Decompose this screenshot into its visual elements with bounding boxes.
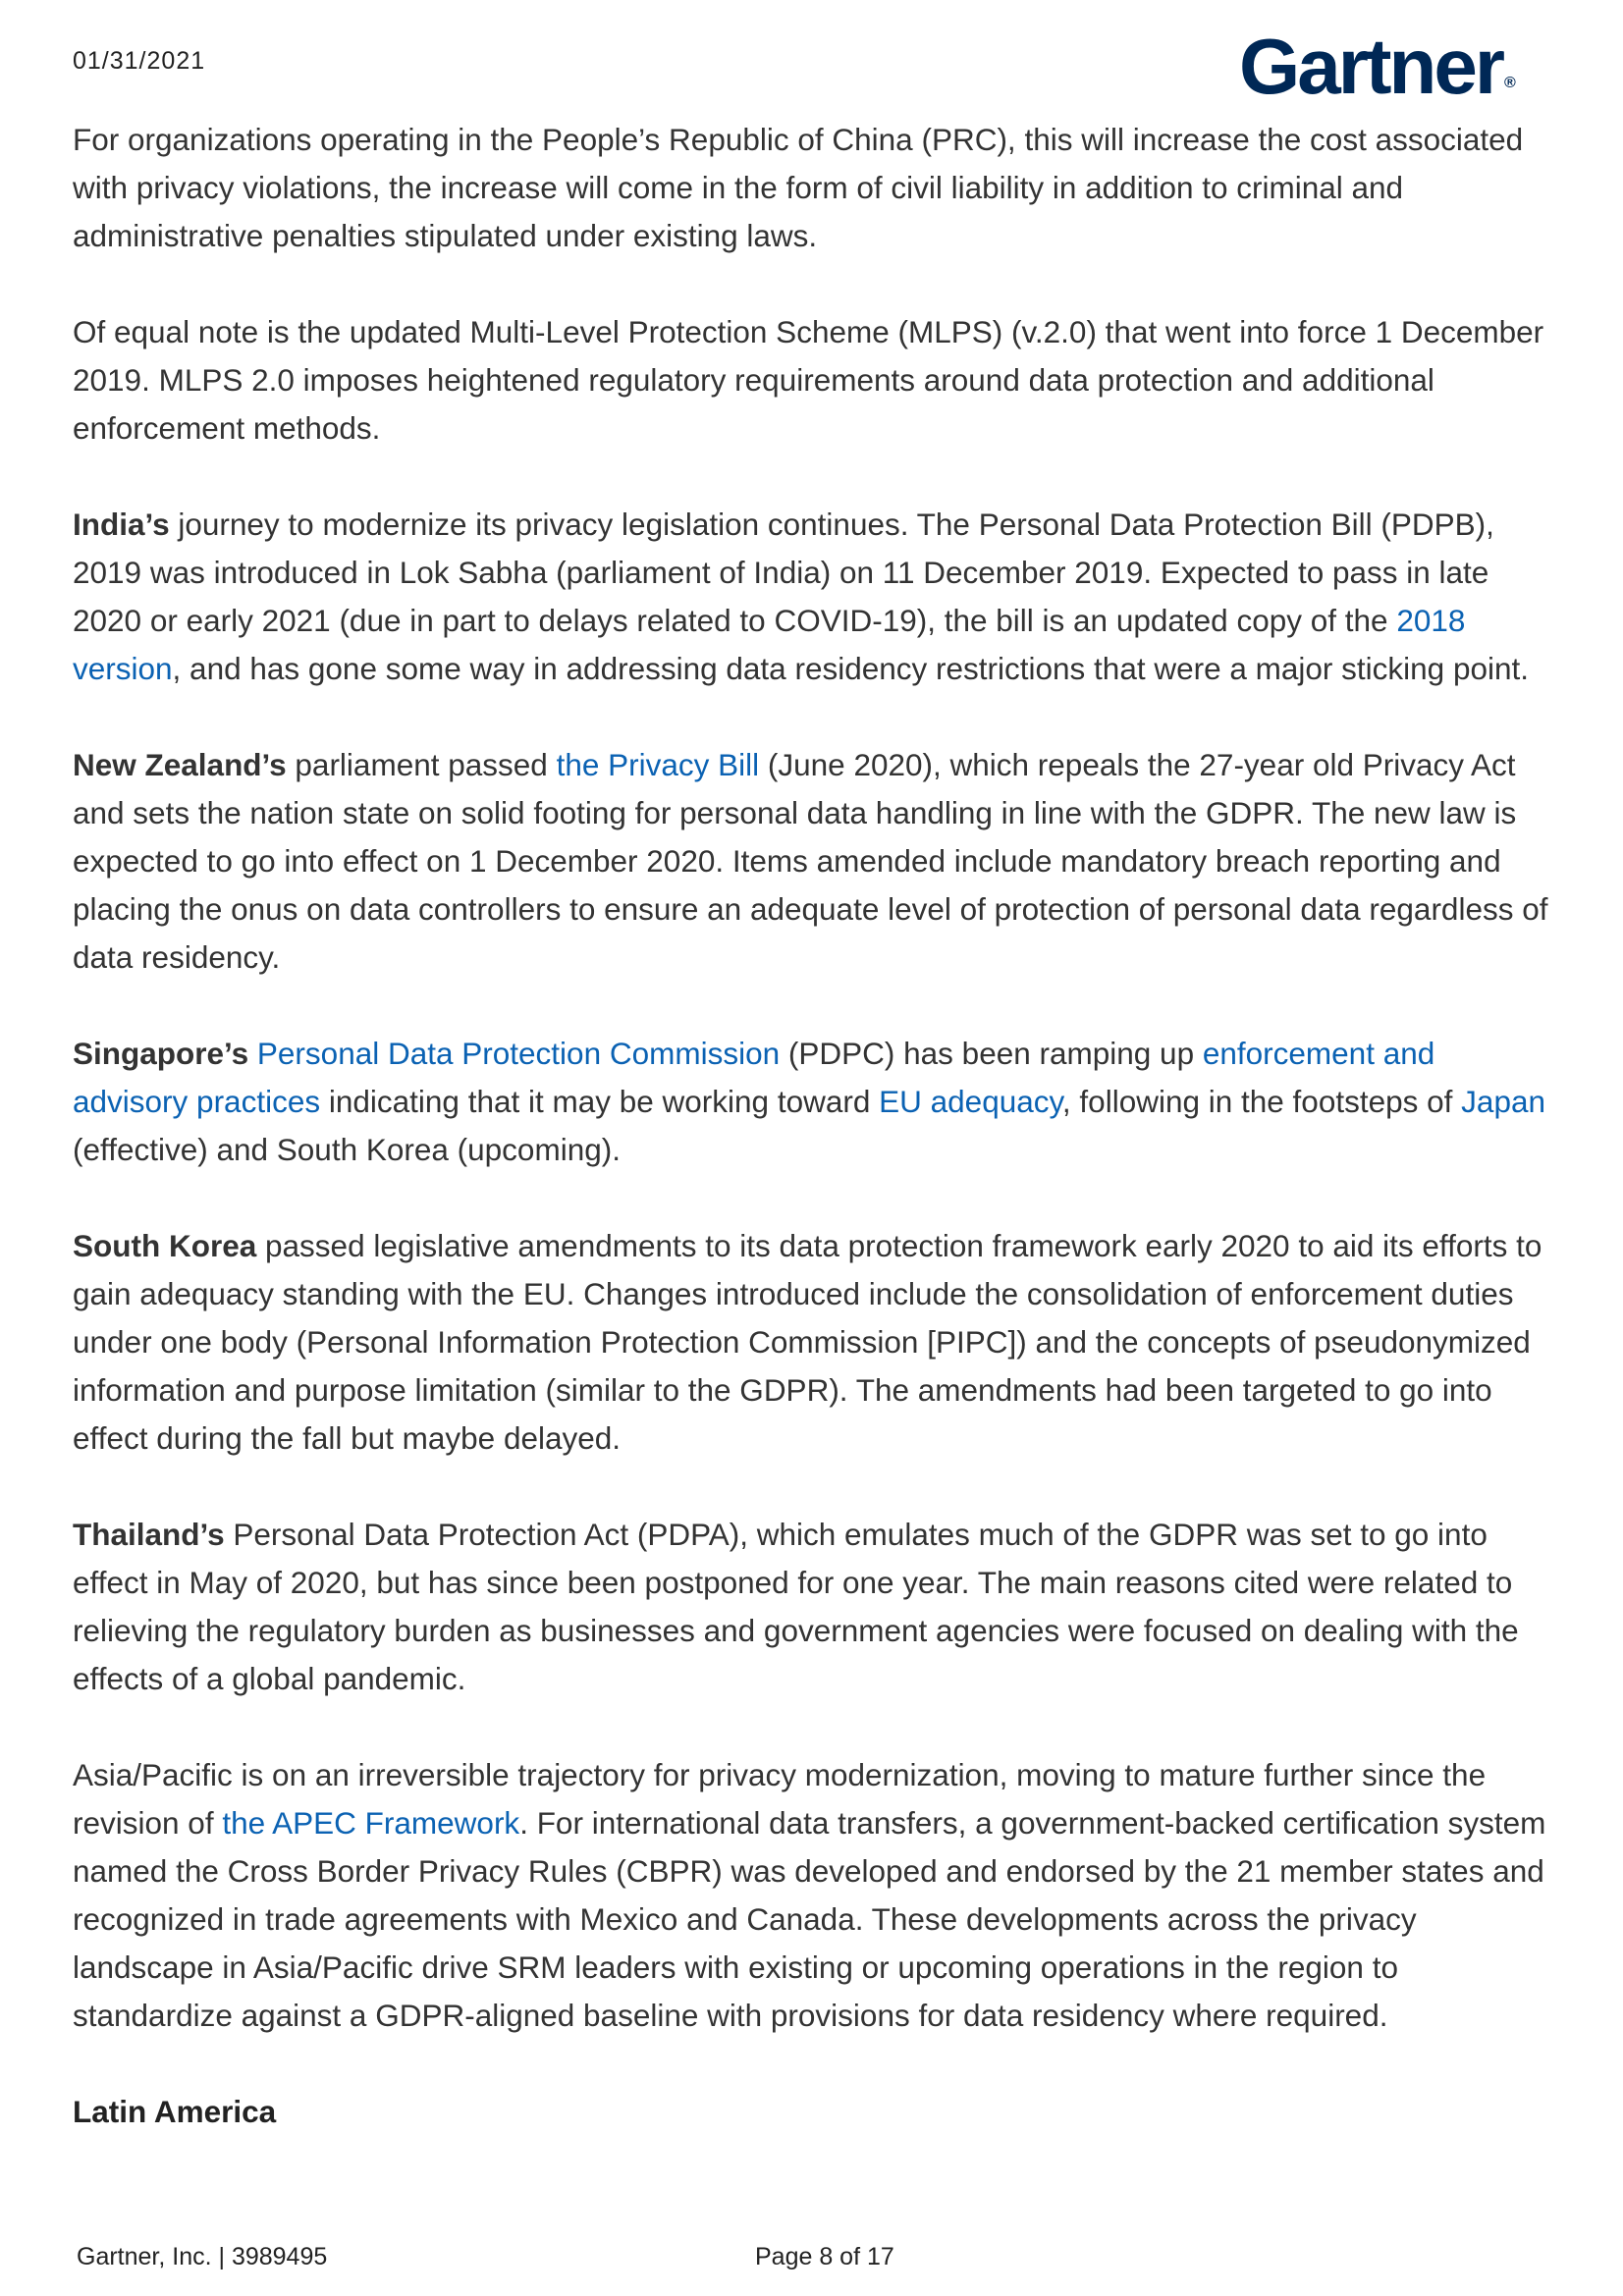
link-japan[interactable]: Japan — [1461, 1084, 1545, 1119]
section-heading-latin-america: Latin America — [73, 2094, 277, 2129]
nz-text-1: parliament passed — [286, 747, 557, 782]
india-text-2: , and has gone some way in addressing data residency restrictions that were a major sticking point. — [172, 651, 1530, 686]
link-eu-adequacy[interactable]: EU adequacy — [879, 1084, 1062, 1119]
link-2018-version[interactable]: 2018 version — [73, 603, 1466, 686]
korea-text-1: passed legislative amendments to its data protection framework early 2020 to aid its efforts to gain adequacy standing with the EU. Changes introduced include the consolidation of enforcement duties under one body (Personal Information Protection Commission [PIPC]) and the concepts of pseudonymized information and purpose limitation (similar to the GDPR). The amendments had been targeted to go into effect during the fall but maybe delayed. — [73, 1228, 1542, 1456]
india-text-1: journey to modernize its privacy legislation continues. The Personal Data Protection Bill (PDPB), 2019 was introduced in Lok Sabha (parliament of India) on 11 December 2019. Expected to pass in late 2020 or early 2021 (due in part to delays related to COVID-19), the bill is an updated copy of the — [73, 507, 1494, 638]
thailand-text-1: Personal Data Protection Act (PDPA), which emulates much of the GDPR was set to go into effect in May of 2020, but has since been postponed for one year. The main reasons cited were related to relieving the regulatory burden as businesses and government agencies were focused on dealing with the effects of a global pandemic. — [73, 1517, 1519, 1696]
apac-text-1: Asia/Pacific is on an irreversible trajectory for privacy modernization, moving to mature further since the revision of — [73, 1757, 1487, 1841]
link-privacy-bill[interactable]: the Privacy Bill — [556, 747, 760, 782]
paragraph-thailand — [73, 1511, 1555, 1703]
paragraph-new-zealand — [73, 741, 1555, 982]
singapore-text-1: (PDPC) has been ramping up — [780, 1036, 1203, 1071]
footer-company-id: Gartner, Inc. | 3989495 — [77, 2243, 328, 2270]
paragraph-singapore — [73, 1030, 1555, 1174]
singapore-heading: Singapore’s — [73, 1036, 249, 1071]
apac-text-2: . For international data transfers, a government-backed certification system named the Cross Border Privacy Rules (CBPR) was developed and endorsed by the 21 member states and recognized in trade agreements with Mexico and Canada. These developments across the privacy landscape in Asia/Pacific drive SRM leaders with existing or upcoming operations in the region to standardize against a GDPR-aligned baseline with provisions for data residency where required. — [73, 1805, 1546, 2033]
singapore-text-2: indicating that it may be working toward — [320, 1084, 880, 1119]
document-date: 01/31/2021 — [73, 47, 206, 75]
link-apec-framework[interactable]: the APEC Framework — [222, 1805, 520, 1841]
thailand-heading: Thailand’s — [73, 1517, 225, 1552]
india-heading: India’s — [73, 507, 170, 542]
paragraph-apac — [73, 1751, 1555, 2040]
new-zealand-heading: New Zealand’s — [73, 747, 287, 782]
link-pdpc[interactable]: Personal Data Protection Commission — [256, 1036, 781, 1071]
south-korea-heading: South Korea — [73, 1228, 257, 1263]
footer-page-number: Page 8 of 17 — [755, 2243, 894, 2270]
gartner-logo — [1239, 23, 1516, 110]
logo-text: Gartner — [1239, 23, 1502, 110]
paragraph-india — [73, 501, 1555, 693]
registered-mark: ® — [1503, 75, 1516, 91]
paragraph-south-korea — [73, 1222, 1555, 1463]
nz-text-2: (June 2020), which repeals the 27-year old Privacy Act and sets the nation state on solid footing for personal data handling in line with the GDPR. The new law is expected to go into effect on 1 December 2020. Items amended include mandatory breach reporting and placing the onus on data controllers to ensure an adequate level of protection of personal data regardless of data residency. — [73, 747, 1548, 975]
paragraph-mlps: Of equal note is the updated Multi-Level Protection Scheme (MLPS) (v.2.0) that went into force 1 December 2019. MLPS 2.0 imposes heightened regulatory requirements around data protection and additional enforcement methods. — [73, 314, 1544, 446]
document-body — [73, 116, 1555, 2136]
singapore-text-4: (effective) and South Korea (upcoming). — [73, 1132, 621, 1167]
singapore-text-3: , following in the footsteps of — [1061, 1084, 1462, 1119]
paragraph-prc: For organizations operating in the People’s Republic of China (PRC), this will increase the cost associated with privacy violations, the increase will come in the form of civil liability in addition to criminal and administrative penalties stipulated under existing laws. — [73, 122, 1524, 253]
link-enforcement-advisory[interactable]: enforcement and advisory practices — [73, 1036, 1435, 1119]
